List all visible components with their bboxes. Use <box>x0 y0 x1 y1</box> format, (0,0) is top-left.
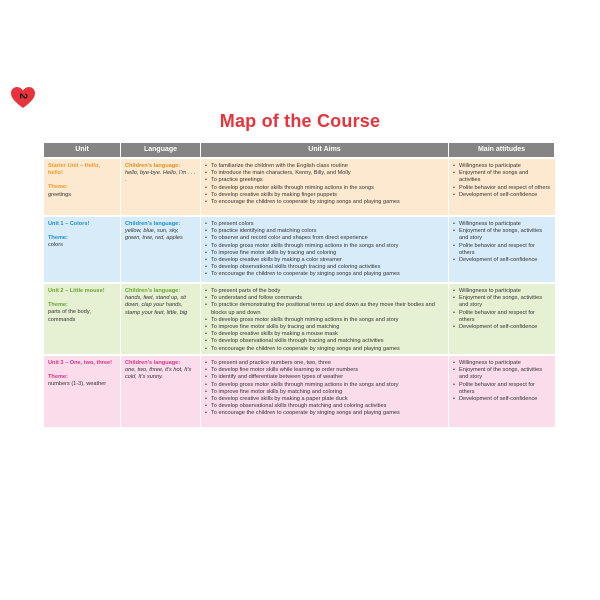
aims-list <box>205 360 444 418</box>
unit-cell <box>44 354 121 427</box>
aim-item: • To develop gross motor skills through miming actions in the songs and story <box>205 317 444 324</box>
aim-item: • To present and practice numbers one, two, three <box>205 360 444 367</box>
aim-item: • To develop observational skills through tracing and matching activities <box>205 338 444 345</box>
language-label: Children’s language: <box>125 221 181 227</box>
aim-item: • To develop gross motor skills through miming actions in the songs <box>205 185 444 192</box>
aim-item: • To familiarize the children with the English class routine <box>205 163 444 170</box>
theme-value: numbers (1-3), weather <box>48 381 107 388</box>
aim-item: • To develop gross motor skills through miming actions in the songs and story <box>205 243 444 250</box>
language-cell <box>121 157 201 215</box>
header-unit-aims: Unit Aims <box>201 143 449 157</box>
attitudes-list <box>453 221 551 264</box>
header-language: Language <box>121 143 201 157</box>
aim-item: • To develop observational skills through matching and coloring activities <box>205 403 444 410</box>
aim-item: • To practice identifying and matching colors <box>205 228 444 235</box>
aim-item: • To practice greetings <box>205 177 444 184</box>
aim-item: • To improve fine motor skills by tracing and matching <box>205 324 444 331</box>
language-cell <box>121 354 201 427</box>
aim-item: • To improve fine motor skills by tracing and coloring <box>205 250 444 257</box>
attitude-item: • Enjoyment of the songs, activities and story <box>453 228 551 242</box>
attitude-item: • Polite behavior and respect for others <box>453 310 551 324</box>
aim-item: • To encourage the children to cooperate by singing songs and playing games <box>205 199 444 206</box>
main-attitudes-cell <box>449 354 555 427</box>
unit-name: Unit 1 – Colors! <box>48 221 90 227</box>
theme-value: colors <box>48 242 63 249</box>
attitude-item: • Polite behavior and respect for others <box>453 382 551 396</box>
unit-name: Starter Unit – Hello, hello! <box>48 163 100 177</box>
aim-item: • To encourage the children to cooperate by singing songs and playing games <box>205 410 444 417</box>
aim-item: • To develop creative skills by making finger puppets <box>205 192 444 199</box>
language-label: Children’s language: <box>125 163 181 169</box>
aim-item: • To understand and follow commands <box>205 295 444 302</box>
unit-cell <box>44 282 121 354</box>
attitudes-list <box>453 288 551 331</box>
unit-aims-cell <box>201 215 449 282</box>
aim-item: • To encourage the children to cooperate by singing songs and playing games <box>205 271 444 278</box>
unit-name: Unit 2 – Little mouse! <box>48 288 105 294</box>
language-label: Children’s language: <box>125 360 181 366</box>
theme-label: Theme: <box>48 235 68 242</box>
aim-item: • To develop gross motor skills through miming actions in the songs and story <box>205 382 444 389</box>
aim-item: • To improve fine motor skills by matching and coloring <box>205 389 444 396</box>
aim-item: • To develop creative skills by making a color streamer <box>205 257 444 264</box>
aim-item: • To encourage the children to cooperate by singing songs and playing games <box>205 346 444 353</box>
language-words: hello, bye-bye. Hello, I’m . . . . <box>125 170 196 184</box>
attitudes-list <box>453 163 551 199</box>
header-main-attitudes: Main attitudes <box>449 143 555 157</box>
main-attitudes-cell <box>449 215 555 282</box>
aims-list <box>205 163 444 206</box>
aim-item: • To identify and differentiate between types of weather <box>205 374 444 381</box>
theme-label: Theme: <box>48 184 68 191</box>
unit-aims-cell <box>201 354 449 427</box>
aim-item: • To introduce the main characters, Kenny, Billy, and Molly <box>205 170 444 177</box>
aim-item: • To observe and record color and shapes from direct experience <box>205 235 444 242</box>
main-attitudes-cell <box>449 157 555 215</box>
attitude-item: • Polite behavior and respect for others <box>453 243 551 257</box>
unit-name: Unit 3 – One, two, three! <box>48 360 113 366</box>
attitude-item: • Enjoyment of the songs, activities and story <box>453 295 551 309</box>
language-words: one, two, three, it’s hot, It’s cold, It’s sunny. <box>125 367 192 381</box>
attitude-item: • Willingness to participate <box>453 221 551 228</box>
attitude-item: • Willingness to participate <box>453 288 551 295</box>
page-number: 2 <box>17 92 29 100</box>
theme-value: greetings <box>48 191 72 198</box>
page-title: Map of the Course <box>219 111 381 131</box>
language-words: hands, feet, stand up, sit down, clap your hands, stamp your feet, little, big <box>125 295 188 316</box>
language-words: yellow, blue, sun, sky, green, tree, red, apples <box>125 228 183 242</box>
language-cell <box>121 282 201 354</box>
attitude-item: • Enjoyment of the songs, activities and story <box>453 367 551 381</box>
attitude-item: • Willingness to participate <box>453 163 551 170</box>
unit-cell <box>44 157 121 215</box>
theme-value: parts of the body, commands <box>48 309 91 323</box>
attitude-item: • Development of self-confidence <box>453 324 551 331</box>
aim-item: • To develop observational skills through tracing and coloring activities <box>205 264 444 271</box>
aims-list <box>205 221 444 279</box>
attitude-item: • Enjoyment of the songs and activities <box>453 170 551 184</box>
aims-list <box>205 288 444 353</box>
attitude-item: • Development of self-confidence <box>453 192 551 199</box>
aim-item: • To develop creative skills by making a paper plate duck <box>205 396 444 403</box>
aim-item: • To present parts of the body <box>205 288 444 295</box>
attitude-item: • Willingness to participate <box>453 360 551 367</box>
unit-aims-cell <box>201 157 449 215</box>
aim-item: • To practice demonstrating the positional terms up and down as they move their bodies and blocks up and down <box>205 302 444 316</box>
aim-item: • To develop creative skills by making a mouse mask <box>205 331 444 338</box>
page-number-badge <box>11 87 35 109</box>
course-map-table <box>44 143 555 427</box>
attitude-item: • Polite behavior and respect of others <box>453 185 551 192</box>
main-attitudes-cell <box>449 282 555 354</box>
language-label: Children’s language: <box>125 288 181 294</box>
attitude-item: • Development of self-confidence <box>453 257 551 264</box>
attitude-item: • Development of self-confidence <box>453 396 551 403</box>
language-cell <box>121 215 201 282</box>
header-unit: Unit <box>44 143 121 157</box>
attitudes-list <box>453 360 551 403</box>
unit-aims-cell <box>201 282 449 354</box>
theme-label: Theme: <box>48 374 68 381</box>
aim-item: • To develop fine motor skills while learning to order numbers <box>205 367 444 374</box>
unit-cell <box>44 215 121 282</box>
aim-item: • To present colors <box>205 221 444 228</box>
theme-label: Theme: <box>48 302 68 309</box>
